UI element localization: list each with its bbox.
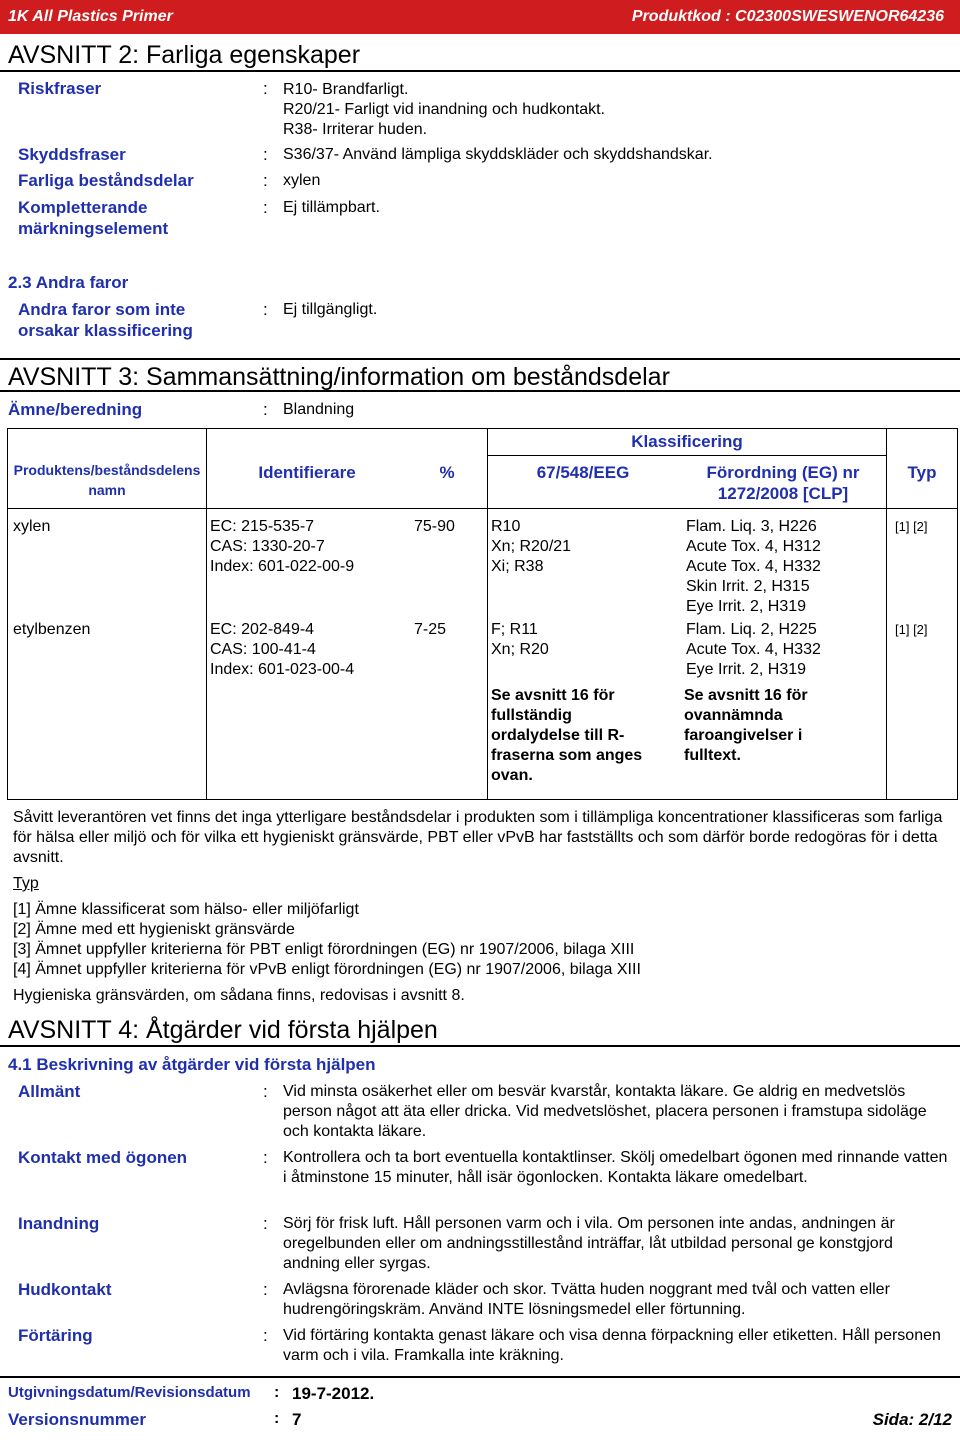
eye-contact-value: Kontrollera och ta bort eventuella kontaktlinser. Skölj omedelbart ögonen med rinnande vatten i åtminstone 15 minuter, håll isär ögonlocken. Kontakta läkare omedelbart. xyxy=(283,1149,948,1186)
safety-phrases-label: Skyddsfraser xyxy=(18,145,126,164)
row-type: [1] [2] xyxy=(895,622,928,637)
row-name: xylen xyxy=(13,518,51,535)
colon: : xyxy=(263,1148,268,1167)
colon: : xyxy=(263,1082,268,1101)
ingestion-label: Förtäring xyxy=(18,1326,93,1345)
type-item-1: [1] Ämne klassificerat som hälso- eller miljöfarligt xyxy=(13,901,359,918)
header-identifier: Identifierare xyxy=(258,463,356,482)
colon: : xyxy=(263,1280,268,1299)
colon: : xyxy=(263,400,268,419)
type-heading: Typ xyxy=(13,875,39,892)
classification-divider xyxy=(487,455,886,456)
row-identifier: EC: 202-849-4 CAS: 100-41-4 Index: 601-023-00-4 xyxy=(210,621,355,678)
ingestion-value: Vid förtäring kontakta genast läkare och visa denna förpackning eller etiketten. Håll personen varm och i vila. Framkalla inte kräkning. xyxy=(283,1327,941,1364)
type-item-4: [4] Ämnet uppfyller kriterierna för vPvB enligt förordningen (EG) nr 1907/2006, bilaga XIII xyxy=(13,961,641,978)
hazardous-components-label: Farliga beståndsdelar xyxy=(18,171,194,190)
supplemental-label-elements-label: Kompletterande märkningselement xyxy=(18,198,169,238)
header-eec: 67/548/EEG xyxy=(536,463,630,482)
eec-note: Se avsnitt 16 för fullständig ordalydelse till R- fraserna som anges ovan. xyxy=(491,687,643,784)
section-2-title: AVSNITT 2: Farliga egenskaper xyxy=(0,38,960,72)
page-number: Sida: 2/12 xyxy=(872,1410,952,1429)
header-name: Produktens/beståndsdelens namn xyxy=(13,462,201,498)
hygiene-note: Hygieniska gränsvärden, om sådana finns, redovisas i avsnitt 8. xyxy=(13,987,465,1004)
supplemental-label-elements-value: Ej tillämpbart. xyxy=(283,199,380,216)
substance-value: Blandning xyxy=(283,401,355,418)
product-name: 1K All Plastics Primer xyxy=(8,8,173,25)
footer-divider xyxy=(0,1376,960,1378)
colon: : xyxy=(263,1214,268,1233)
type-item-2: [2] Ämne med ett hygieniskt gränsvärde xyxy=(13,921,295,938)
table-col-divider xyxy=(886,428,887,800)
hazardous-components-value: xylen xyxy=(283,172,321,189)
row-clp: Flam. Liq. 3, H226 Acute Tox. 4, H312 Acute Tox. 4, H332 Skin Irrit. 2, H315 Eye Irrit. 2, H319 xyxy=(686,518,821,615)
composition-paragraph: Såvitt leverantören vet finns det inga ytterligare beståndsdelar i produkten som i tillämpliga koncentrationer klassificeras som farliga för hälsa eller miljö och för vilka ett hygieniskt gränsvärde, PBT eller vPvB har fastställts och som därför borde redogöras för i detta avsnitt. xyxy=(13,809,943,866)
colon: : xyxy=(274,1384,280,1401)
skin-contact-label: Hudkontakt xyxy=(18,1280,112,1299)
row-name: etylbenzen xyxy=(13,621,91,638)
subsection-2-3-heading: 2.3 Andra faror xyxy=(8,273,129,292)
row-percent: 75-90 xyxy=(414,518,455,535)
safety-phrases-value: S36/37- Använd lämpliga skyddskläder och skyddshandskar. xyxy=(283,146,713,163)
document-header xyxy=(0,0,960,34)
header-percent: % xyxy=(439,463,455,482)
colon: : xyxy=(263,145,268,164)
product-code: Produktkod : C02300SWESWENOR64236 xyxy=(631,8,944,25)
header-clp: Förordning (EG) nr 1272/2008 [CLP] xyxy=(706,463,860,503)
colon: : xyxy=(263,198,268,217)
clp-note: Se avsnitt 16 för ovannämnda faroangivelser i fulltext. xyxy=(684,687,808,764)
risk-phrases-label: Riskfraser xyxy=(18,79,102,98)
colon: : xyxy=(274,1410,280,1427)
colon: : xyxy=(263,300,268,319)
section-3-title: AVSNITT 3: Sammansättning/information om beståndsdelar xyxy=(0,358,960,392)
date-label: Utgivningsdatum/Revisionsdatum xyxy=(8,1384,251,1401)
section-4-title: AVSNITT 4: Åtgärder vid första hjälpen xyxy=(0,1013,960,1047)
header-classification: Klassificering xyxy=(631,432,743,451)
inhalation-value: Sörj för frisk luft. Håll personen varm och i vila. Om personen inte andas, andningen är oregelbunden eller om andningsstillestånd inträffar, låt utbildad personal ge konstgjord andning eller syrgas. xyxy=(283,1215,895,1272)
table-col-divider xyxy=(206,428,207,800)
general-label: Allmänt xyxy=(18,1082,81,1101)
colon: : xyxy=(263,1326,268,1345)
version-label: Versionsnummer xyxy=(8,1410,146,1429)
row-clp: Flam. Liq. 2, H225 Acute Tox. 4, H332 Eye Irrit. 2, H319 xyxy=(686,621,821,678)
eye-contact-label: Kontakt med ögonen xyxy=(18,1148,188,1167)
colon: : xyxy=(263,171,268,190)
row-percent: 7-25 xyxy=(414,621,447,638)
type-item-3: [3] Ämnet uppfyller kriterierna för PBT enligt förordningen (EG) nr 1907/2006, bilaga XIII xyxy=(13,941,635,958)
row-identifier: EC: 215-535-7 CAS: 1330-20-7 Index: 601-022-00-9 xyxy=(210,518,355,575)
row-eec: R10 Xn; R20/21 Xi; R38 xyxy=(491,518,572,575)
version-value: 7 xyxy=(292,1410,302,1429)
row-type: [1] [2] xyxy=(895,519,928,534)
header-type: Typ xyxy=(907,463,937,482)
table-header-divider xyxy=(7,508,958,509)
substance-label: Ämne/beredning xyxy=(8,400,143,419)
subsection-4-1-heading: 4.1 Beskrivning av åtgärder vid första hjälpen xyxy=(8,1055,376,1074)
other-hazards-label: Andra faror som inte orsakar klassificering xyxy=(18,300,193,340)
inhalation-label: Inandning xyxy=(18,1214,100,1233)
skin-contact-value: Avlägsna förorenade kläder och skor. Tvätta huden noggrant med tvål och vatten eller hudrengöringskräm. Använd INTE lösningsmedel eller förtunning. xyxy=(283,1281,890,1318)
table-col-divider xyxy=(487,428,488,800)
risk-phrases-value: R10- Brandfarligt. R20/21- Farligt vid inandning och hudkontakt. R38- Irriterar huden. xyxy=(283,81,605,138)
other-hazards-value: Ej tillgängligt. xyxy=(283,301,378,318)
general-value: Vid minsta osäkerhet eller om besvär kvarstår, kontakta läkare. Ge aldrig en medvetslös person något att äta eller dricka. Vid medvetslöshet, placera personen i framstupa sidoläge och kontakta läkare. xyxy=(283,1083,927,1140)
date-value: 19-7-2012. xyxy=(292,1384,375,1403)
colon: : xyxy=(263,79,268,98)
row-eec: F; R11 Xn; R20 xyxy=(491,621,549,658)
